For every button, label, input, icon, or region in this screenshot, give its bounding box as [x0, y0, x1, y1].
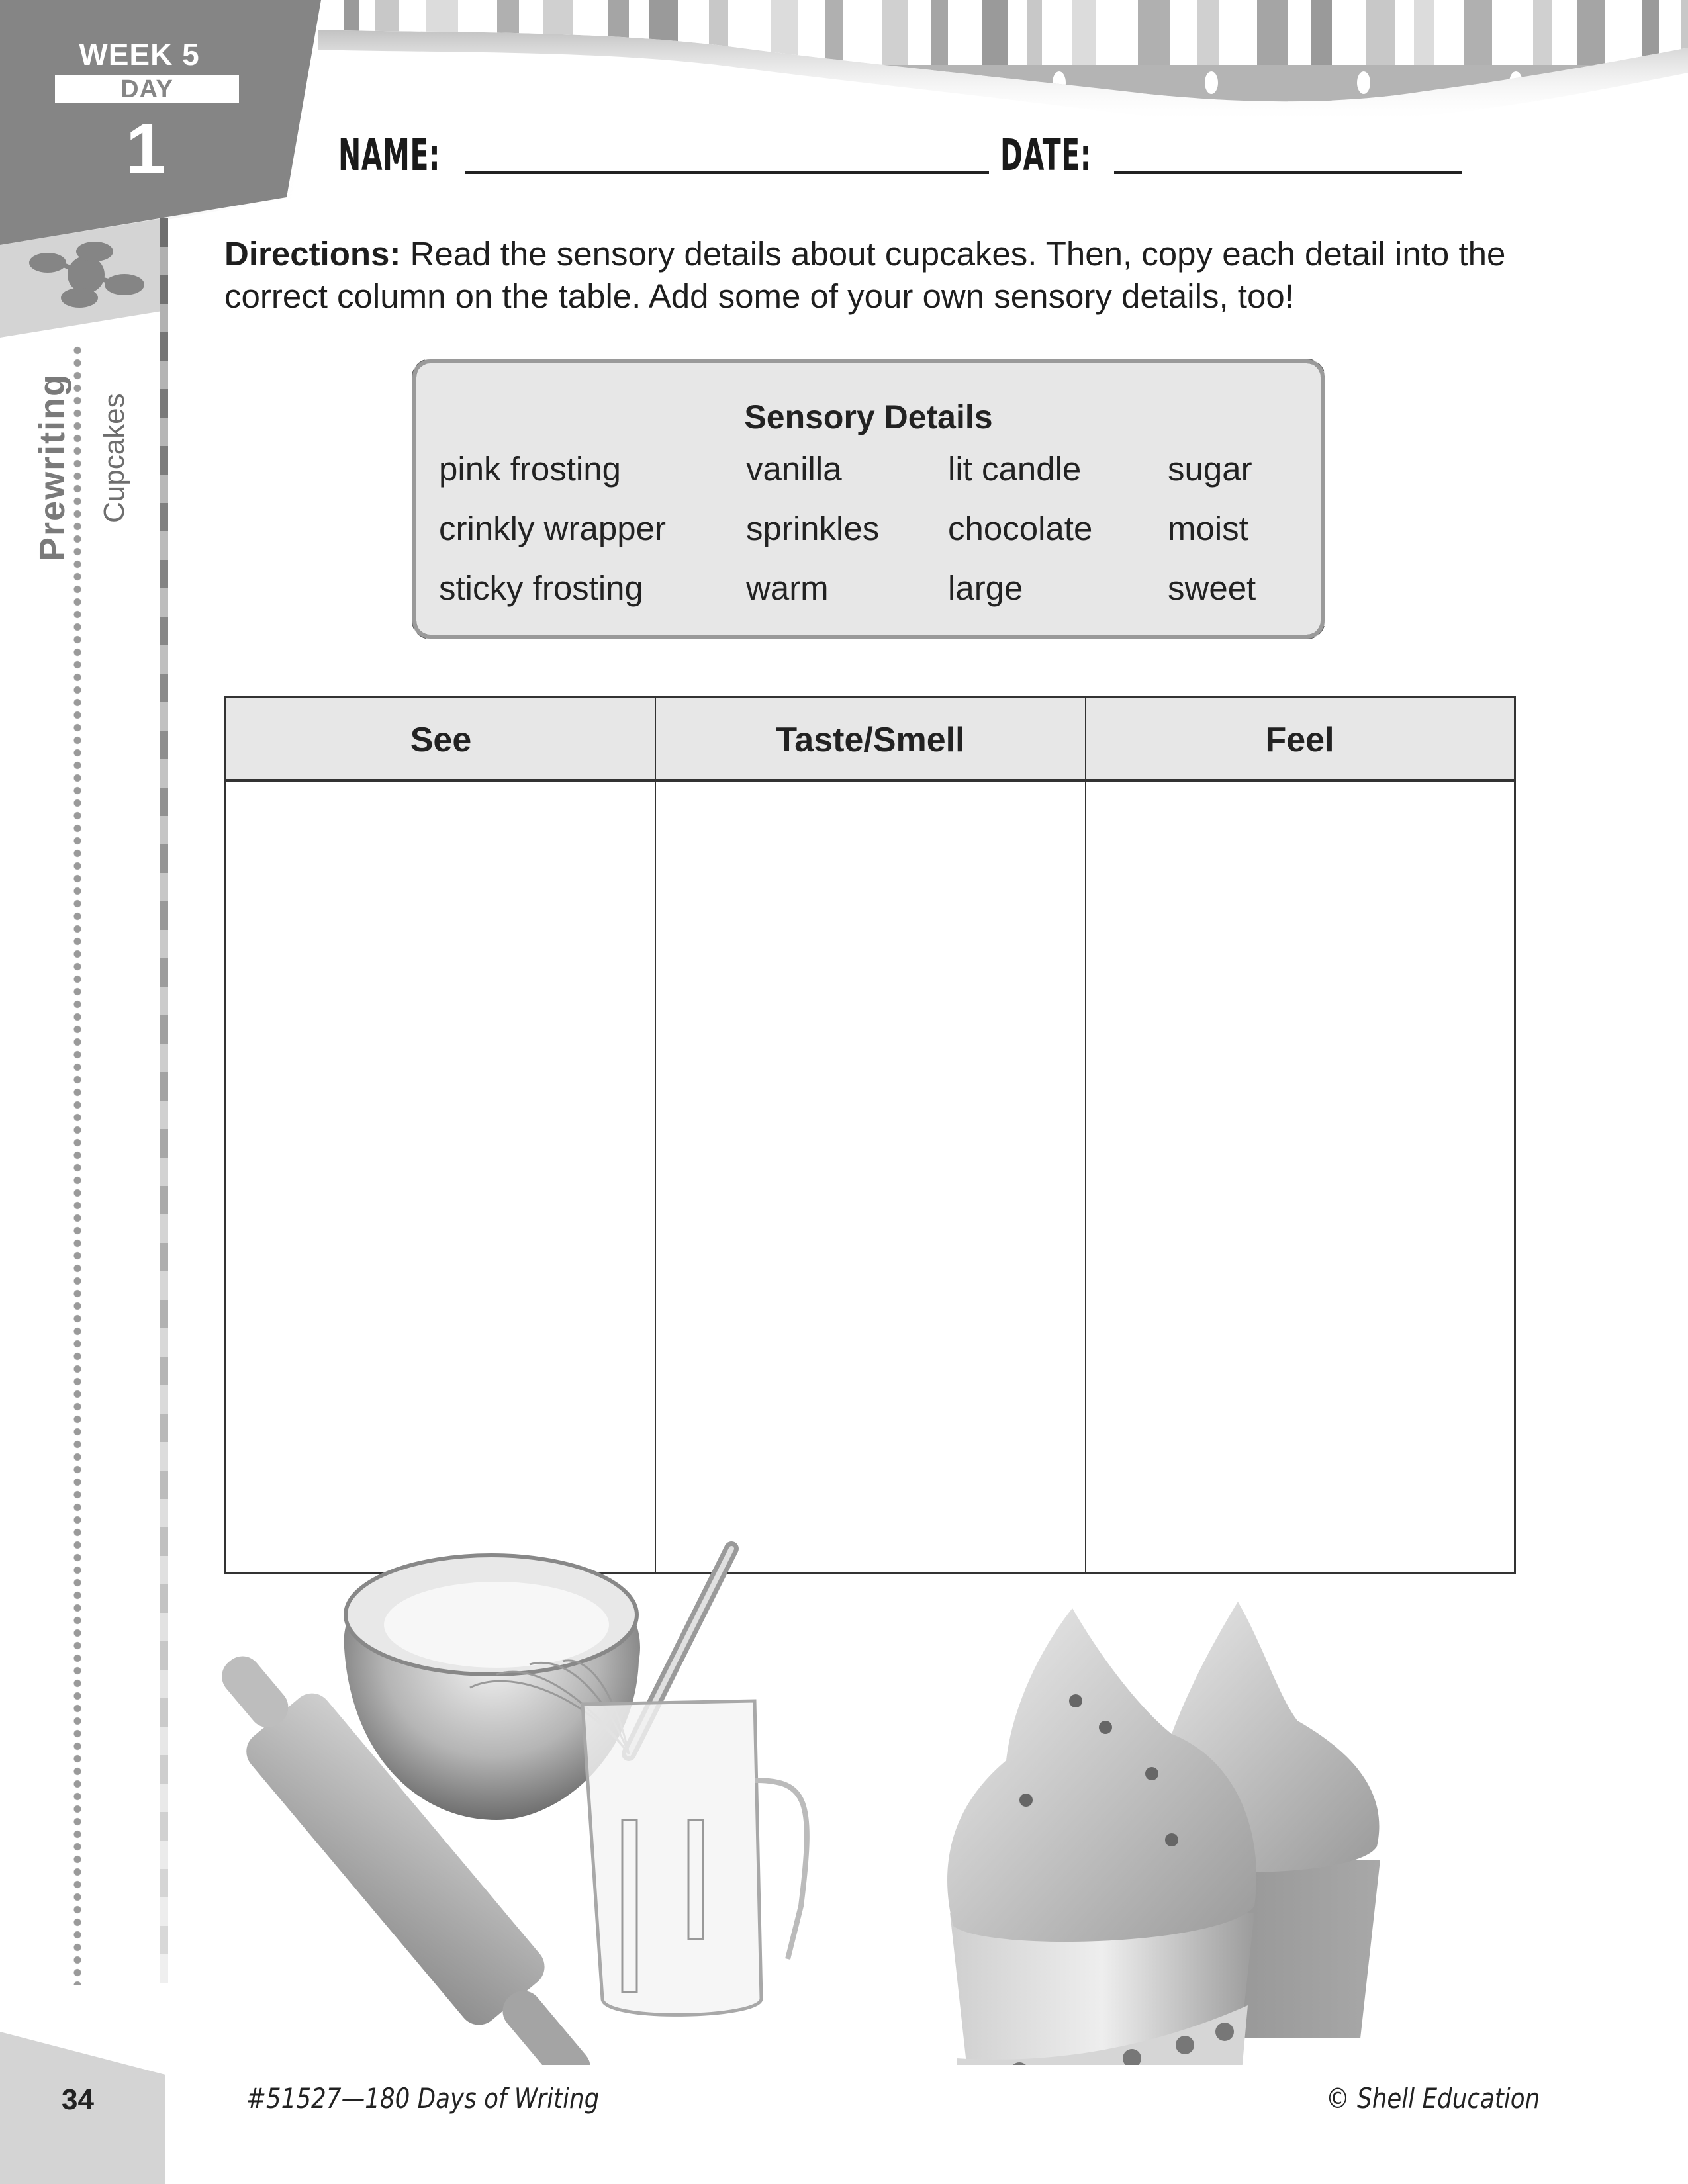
stripe-segment	[160, 759, 168, 788]
banner-stripe	[375, 0, 399, 119]
word-bank-item: moist	[1168, 510, 1248, 547]
banner-dot	[1205, 71, 1218, 94]
stripe-segment	[160, 1214, 168, 1243]
stripe-segment	[160, 361, 168, 389]
day-label: DAY	[55, 75, 239, 103]
column-header-see: See	[226, 698, 655, 782]
banner-stripe	[608, 0, 629, 119]
directions	[224, 233, 1522, 318]
taste-smell-column-cell[interactable]	[656, 782, 1085, 1572]
name-field[interactable]	[465, 171, 989, 174]
stripe-segment	[160, 1471, 168, 1499]
feel-column-cell[interactable]	[1086, 782, 1514, 1572]
page-number: 34	[62, 2083, 94, 2116]
stripe-segment	[160, 1158, 168, 1186]
word-bank-item: crinkly wrapper	[439, 510, 666, 547]
name-label: NAME:	[338, 130, 441, 181]
stripe-segment	[160, 247, 168, 275]
stripe-segment	[160, 1072, 168, 1101]
stripe-segment	[160, 218, 168, 247]
stripe-segment	[160, 1385, 168, 1414]
stripe-segment	[160, 418, 168, 446]
stripe-segment	[160, 702, 168, 731]
column-header-taste-smell: Taste/Smell	[655, 698, 1086, 782]
topic-label: Cupcakes	[98, 393, 130, 523]
date-field[interactable]	[1114, 171, 1462, 174]
stripe-segment	[160, 930, 168, 958]
side-band	[0, 199, 172, 357]
stripe-segment	[160, 901, 168, 930]
stripe-segment	[160, 731, 168, 759]
stripe-segment	[160, 1044, 168, 1072]
stripe-segment	[160, 1442, 168, 1471]
sensory-details-box	[412, 359, 1325, 639]
stripe-segment	[160, 446, 168, 475]
banner-stripe	[982, 0, 1008, 119]
stripe-segment	[160, 1243, 168, 1271]
banner-stripe	[882, 0, 908, 119]
banner-stripe	[1533, 0, 1552, 119]
banner-stripe	[1577, 0, 1605, 119]
stripe-segment	[160, 389, 168, 418]
stripe-segment	[160, 304, 168, 332]
book-title: #51527—180 Days of Writing	[246, 2082, 600, 2115]
stripe-segment	[160, 1414, 168, 1442]
stripe-segment	[160, 1328, 168, 1357]
stripe-segment	[160, 588, 168, 617]
stripe-segment	[160, 1015, 168, 1044]
column-header-feel: Feel	[1086, 698, 1514, 782]
baking-illustration	[99, 1535, 1556, 2065]
dotted-divider	[73, 344, 81, 1985]
directions-text: Read the sensory details about cupcakes. Then, copy each detail into the correct column on the table. Add some of your own sensory details, too!	[224, 235, 1506, 315]
word-bank-item: lit candle	[948, 450, 1082, 488]
stripe-segment	[160, 788, 168, 816]
stripe-segment	[160, 1186, 168, 1214]
banner-stripe	[931, 0, 948, 119]
day-number: 1	[125, 109, 166, 189]
see-column-cell[interactable]	[226, 782, 655, 1572]
stripe-segment	[160, 560, 168, 588]
stripe-segment	[160, 617, 168, 645]
stripe-segment	[160, 987, 168, 1015]
stripe-segment	[160, 1357, 168, 1385]
word-bank-item: sugar	[1168, 450, 1252, 488]
word-bank-item: sweet	[1168, 569, 1256, 607]
stripe-segment	[160, 1129, 168, 1158]
stripe-segment	[160, 873, 168, 901]
banner-stripe	[426, 0, 458, 119]
stripe-segment	[160, 1101, 168, 1129]
stripe-segment	[160, 531, 168, 560]
stripe-segment	[160, 1271, 168, 1300]
banner-dot	[1357, 71, 1370, 94]
banner-stripe	[344, 0, 359, 119]
stripe-segment	[160, 275, 168, 304]
sensory-details-title: Sensory Details	[744, 398, 993, 435]
word-bank-item: chocolate	[948, 510, 1093, 547]
stripe-segment	[160, 645, 168, 674]
date-label: DATE:	[1000, 130, 1092, 181]
word-bank-item: vanilla	[746, 450, 842, 488]
word-bank-item: large	[948, 569, 1023, 607]
word-bank-item: sprinkles	[746, 510, 880, 547]
stripe-segment	[160, 332, 168, 361]
stripe-segment	[160, 1300, 168, 1328]
stripe-segment	[160, 816, 168, 844]
copyright: © Shell Education	[1326, 2082, 1540, 2115]
stripe-segment	[160, 844, 168, 873]
sensory-table	[224, 696, 1516, 1574]
week-label: WEEK 5	[79, 37, 200, 71]
stripe-segment	[160, 958, 168, 987]
stripe-segment	[160, 1499, 168, 1527]
measuring-cup	[583, 1701, 807, 2015]
stripe-segment	[160, 475, 168, 503]
word-bank-item: pink frosting	[439, 450, 621, 488]
word-bank-item: sticky frosting	[439, 569, 643, 607]
stripe-segment	[160, 503, 168, 531]
stripe-segment	[160, 674, 168, 702]
banner-stripe	[497, 0, 519, 119]
banner-stripe	[543, 0, 573, 119]
directions-label: Directions:	[224, 235, 401, 273]
section-label: Prewriting	[32, 373, 72, 561]
word-bank-item: warm	[746, 569, 829, 607]
